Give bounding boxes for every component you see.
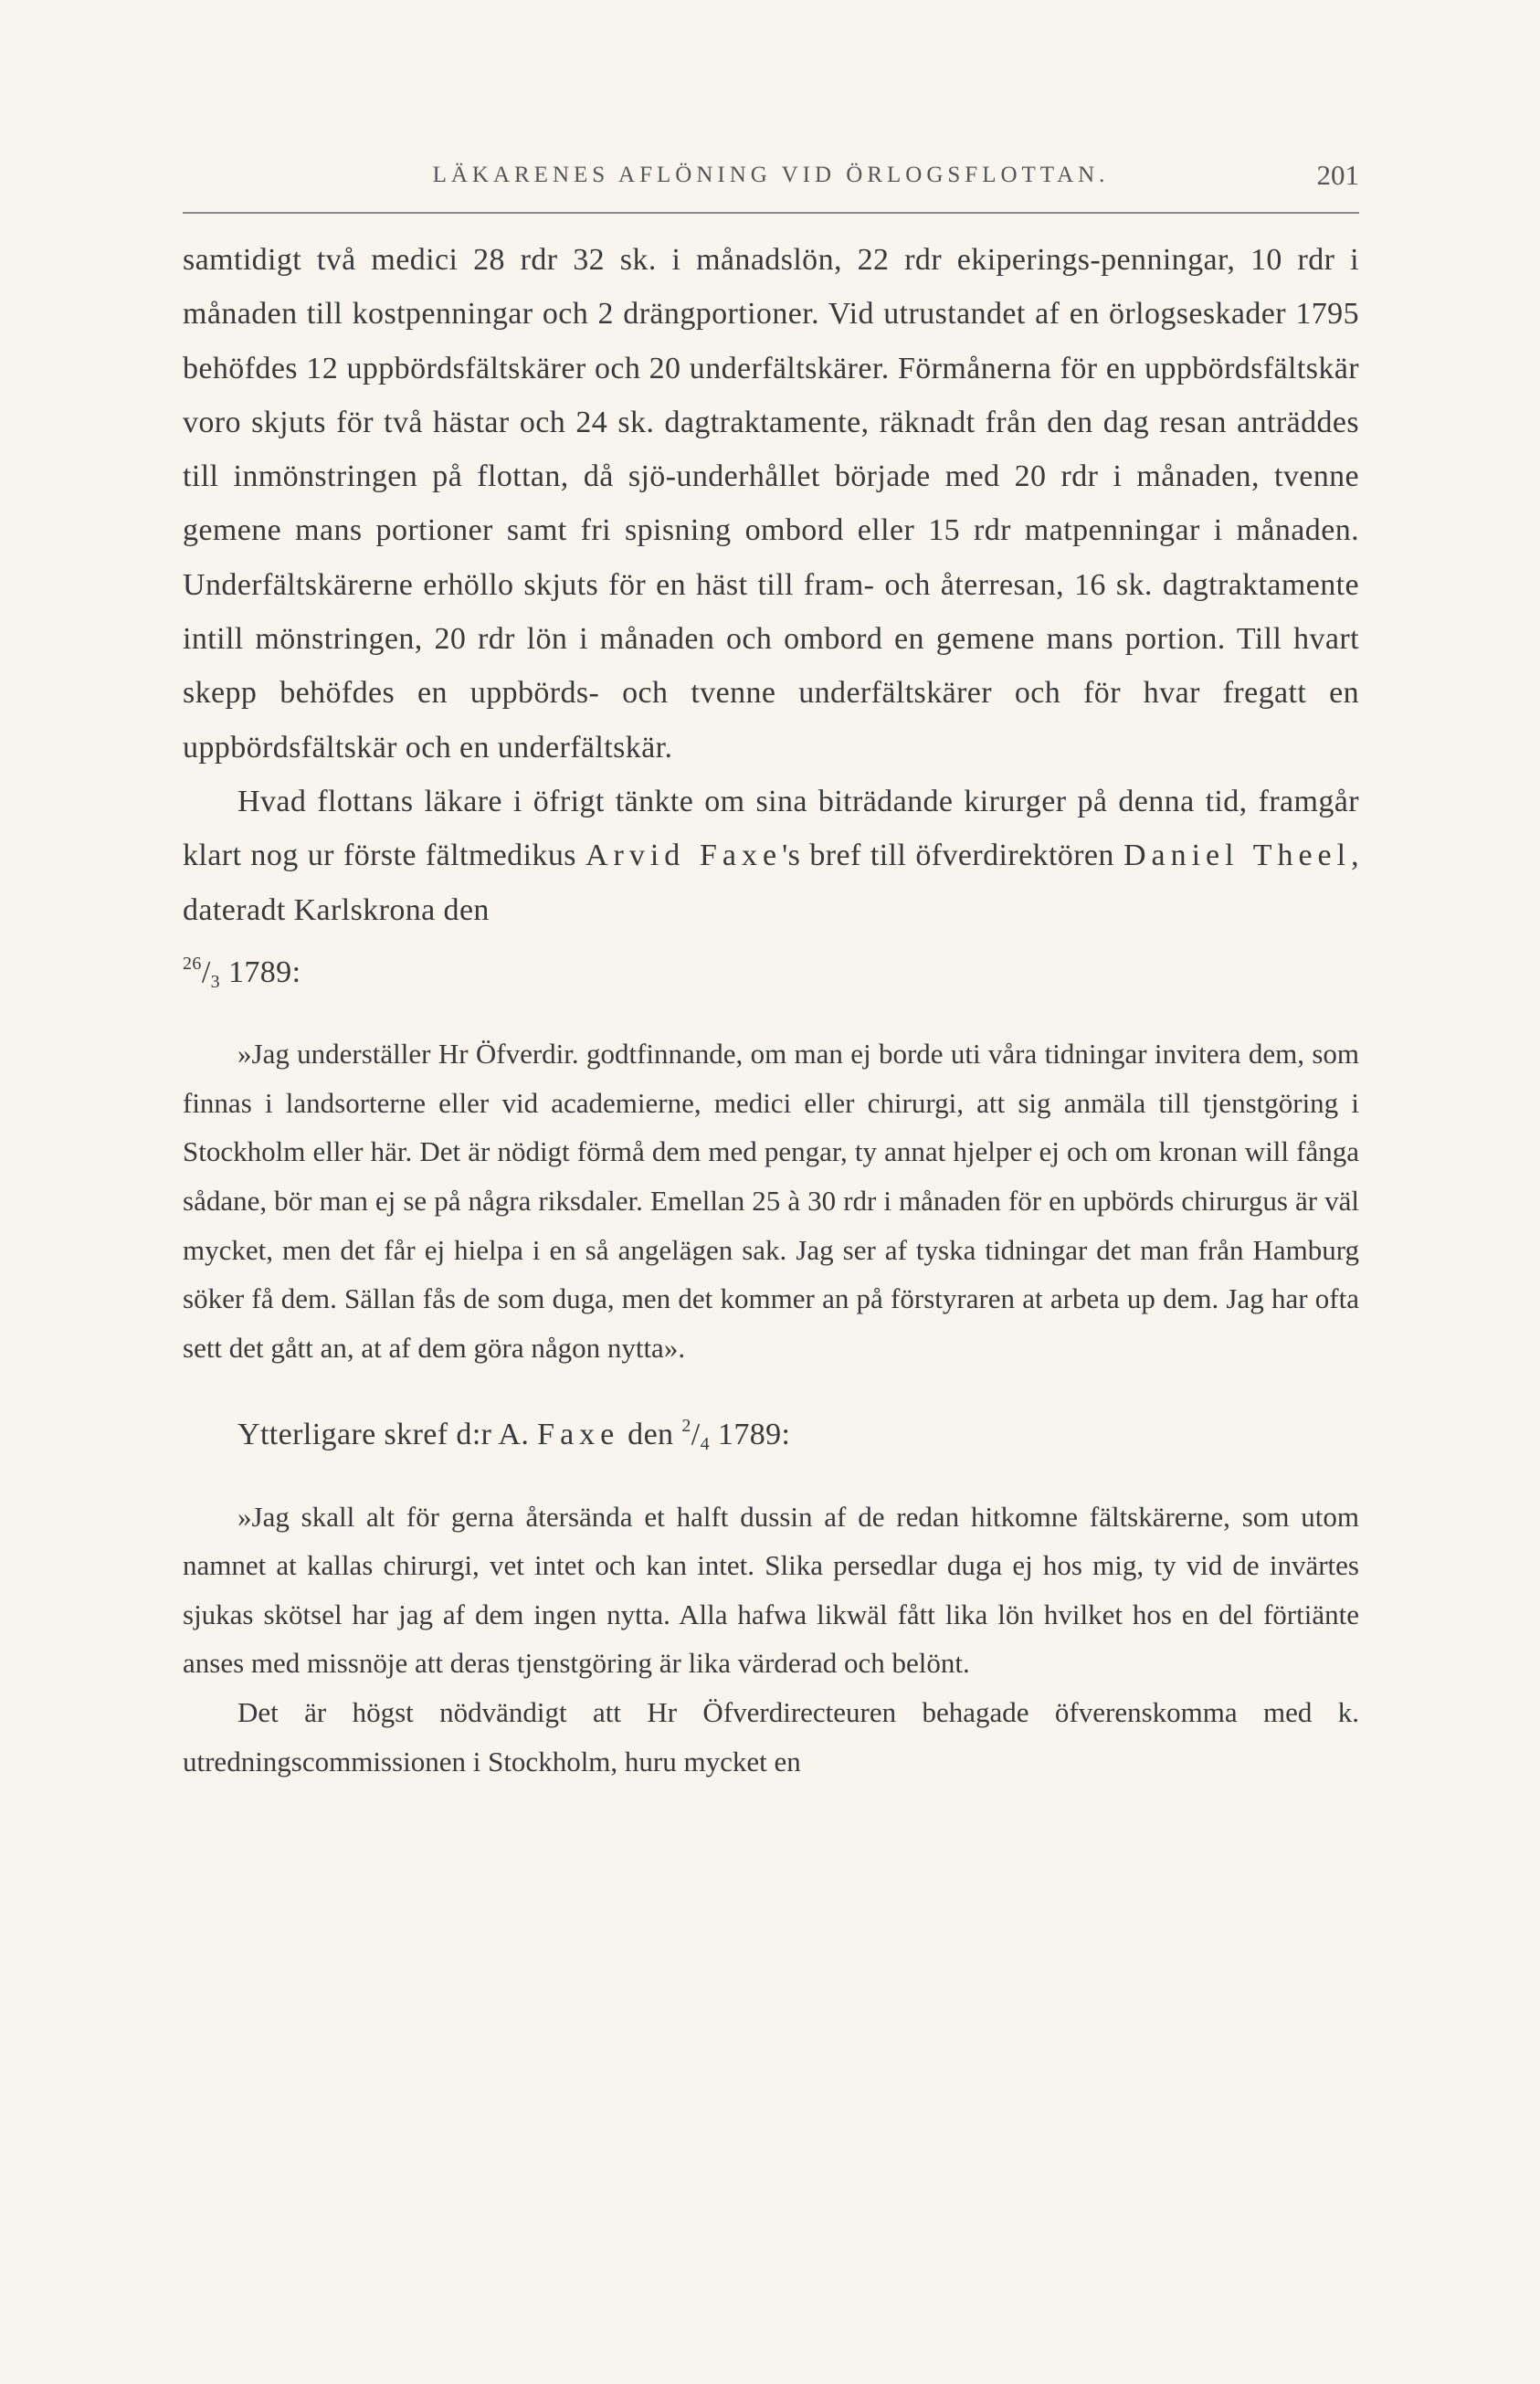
name-daniel-theel: Daniel Theel bbox=[1123, 839, 1352, 873]
date-1-year: 1789: bbox=[220, 955, 301, 989]
paragraph-3 bbox=[183, 1399, 1359, 1472]
paragraph-2 bbox=[183, 775, 1359, 1009]
page-header bbox=[183, 155, 1359, 210]
date-fraction-1: $^{26}/_3$ bbox=[183, 953, 221, 992]
date-1-month: 3 bbox=[210, 971, 221, 992]
header-rule bbox=[183, 212, 1359, 214]
date-2-day: 2 bbox=[681, 1416, 691, 1437]
quote-1: »Jag underställer Hr Öfverdir. godtfinnande, om man ej borde uti våra tidningar invitera dem, som finnas i landsorterne eller vid academierne, medici eller chirurgi, att sig anmäla till tjenstgöring i Stockholm eller här. Det är nödigt förmå dem med pengar, ty annat hjelper ej och om kronan will fånga sådane, bör man ej se på några riksdaler. Emellan 25 à 30 rdr i månaden för en upbörds chirurgus är väl mycket, men det får ej hielpa i en så angelägen sak. Jag ser af tyska tidningar det man från Hamburg söker få dem. Sällan fås de som duga, men det kommer an på förstyraren at arbeta up dem. Jag har ofta sett det gått an, at af dem göra någon nytta». bbox=[183, 1038, 1359, 1364]
paragraph-3-start: Ytterligare skref d:r A. bbox=[237, 1418, 538, 1452]
running-title: LÄKARENES AFLÖNING VID ÖRLOGSFLOTTAN. bbox=[432, 163, 1110, 187]
paragraph-2-end: , dateradt Karlskrona den bbox=[183, 839, 1359, 927]
paragraph-3-mid: den bbox=[619, 1418, 682, 1452]
quote-2: »Jag skall alt för gerna återsända et halft dussin af de redan hitkomne fältskärerne, som utom namnet at kallas chirurgi, vet intet och kan intet. Slika persedlar duga ej hos mig, ty vid de invärtes sjukas skötsel har jag af dem ingen nytta. Alla hafwa likwäl fått lika lön hvilket hos en del förtiänte anses med missnöje att deras tjenstgöring är lika värderad och belönt. bbox=[183, 1500, 1359, 1680]
date-1-day: 26 bbox=[183, 953, 202, 974]
name-arvid-faxe: Arvid Faxe bbox=[585, 839, 783, 873]
date-fraction-2: $^2/_4$ bbox=[681, 1416, 711, 1455]
page-body bbox=[183, 233, 1359, 1786]
paragraph-2-start: Hvad flottans läkare i öfrigt tänkte om sina biträdande kirurger på denna tid, framgår klart nog ur förste fältmedikus bbox=[183, 784, 1359, 873]
name-faxe: Faxe bbox=[537, 1418, 620, 1452]
date-2-month: 4 bbox=[700, 1434, 711, 1455]
paragraph-2-mid: 's bref till öfverdirektören bbox=[782, 839, 1123, 873]
paragraph-1: samtidigt två medici 28 rdr 32 sk. i månadslön, 22 rdr ekiperings-penningar, 10 rdr i månaden till kostpenningar och 2 drängportioner. Vid utrustandet af en örlogseskader 1795 behöfdes 12 uppbördsfältskärer och 20 underfältskärer. Förmånerna för en uppbördsfältskär voro skjuts för två hästar och 24 sk. dagtraktamente, räknadt från den dag resan anträddes till inmönstringen på flottan, då sjö-underhållet började med 20 rdr i månaden, tvenne gemene mans portioner samt fri spisning ombord eller 15 rdr matpenningar i månaden. Underfältskärerne erhöllo skjuts för en häst till fram- och återresan, 16 sk. dagtraktamente intill mönstringen, 20 rdr lön i månaden och ombord en gemene mans portion. Till hvart skepp behöfdes en uppbörds- och tvenne underfältskärer och för hvar fregatt en uppbördsfältskär och en underfältskär. bbox=[183, 243, 1359, 765]
quote-3: Det är högst nödvändigt att Hr Öfverdirecteuren behagade öfverenskomma med k. utredningscommissionen i Stockholm, huru mycket en bbox=[183, 1695, 1359, 1777]
page-number: 201 bbox=[1316, 159, 1359, 191]
paragraph-3-end: 1789: bbox=[710, 1418, 791, 1452]
